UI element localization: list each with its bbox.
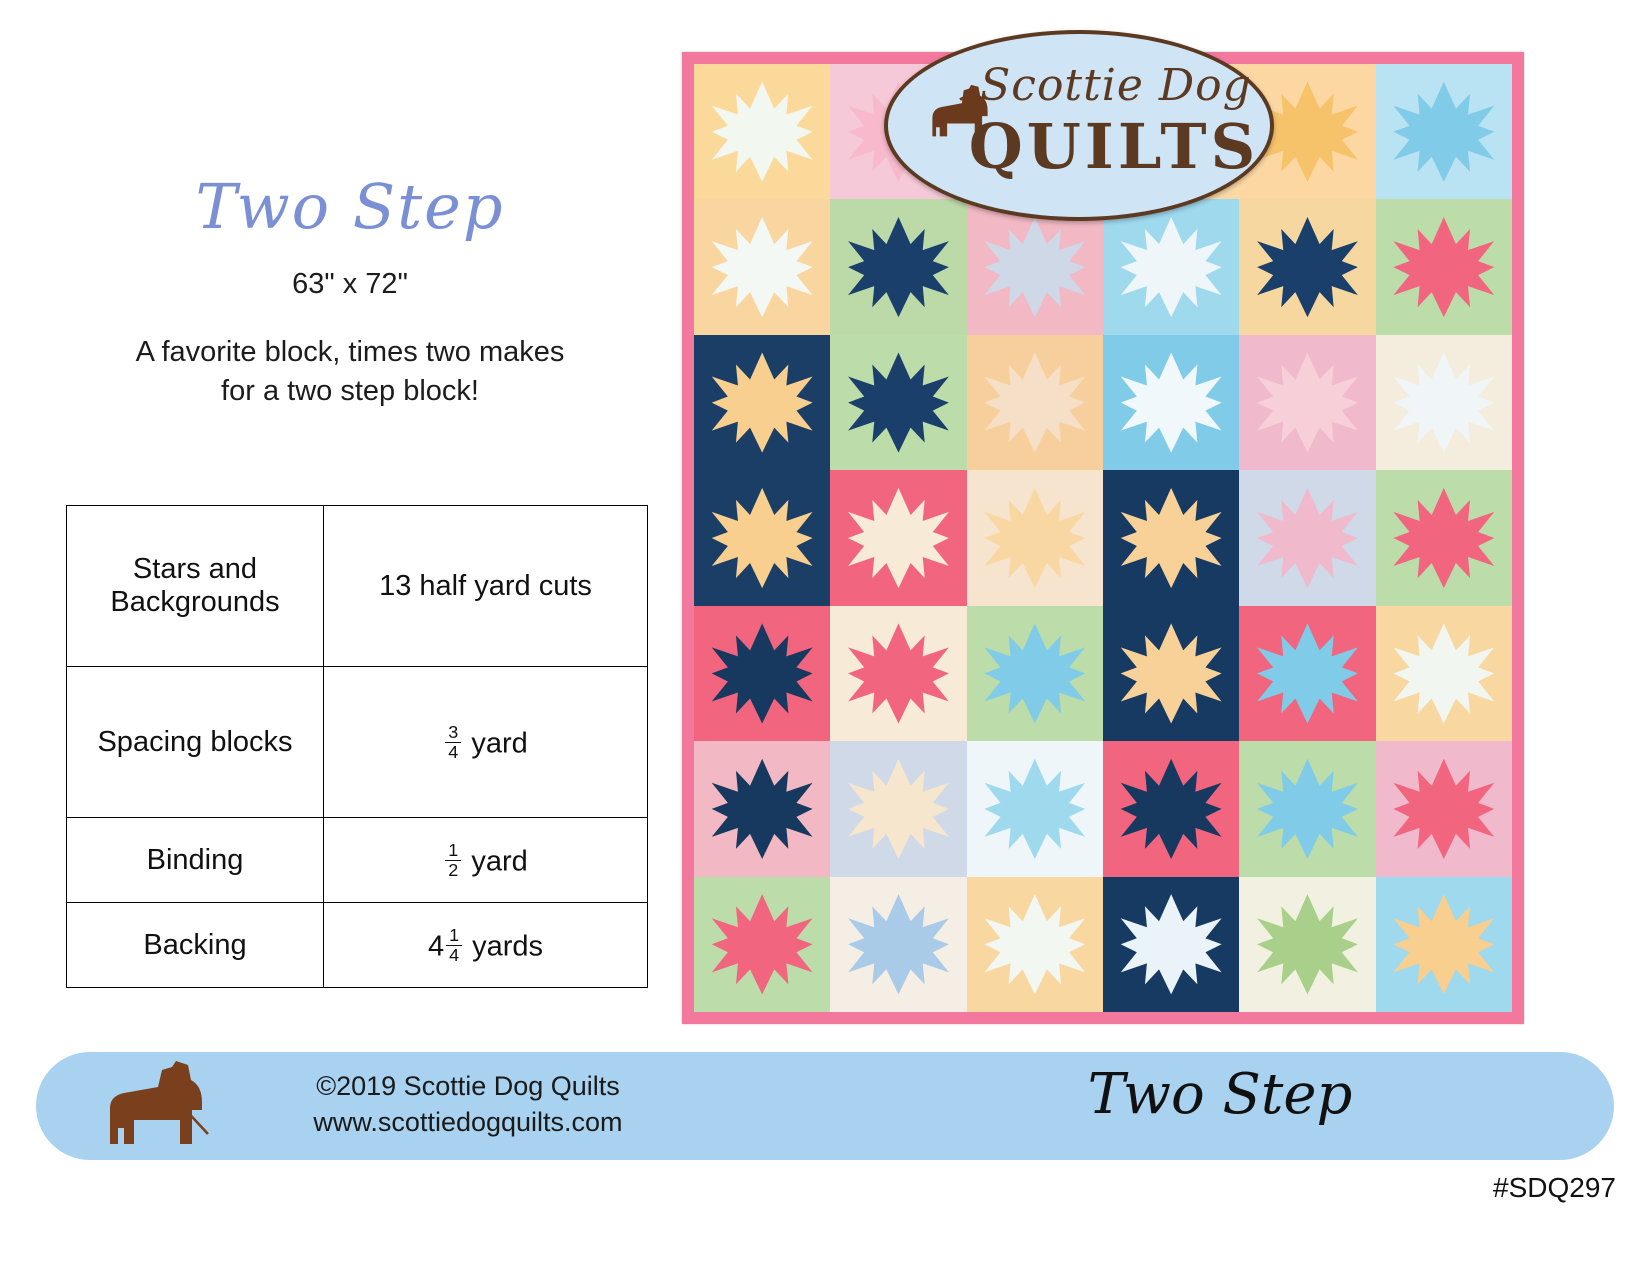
star-block-icon xyxy=(1393,759,1494,859)
star-block-icon xyxy=(1393,894,1494,994)
quilt-block xyxy=(694,606,830,741)
quilt-block xyxy=(1103,199,1239,334)
quilt-block xyxy=(1376,335,1512,470)
star-block-icon xyxy=(712,894,813,994)
star-block-icon xyxy=(1393,623,1494,723)
quilt-block xyxy=(1239,470,1375,605)
table-cell-label: Spacing blocks xyxy=(67,667,324,818)
star-block-icon xyxy=(1257,352,1358,452)
quilt-block xyxy=(694,877,830,1012)
star-block-icon xyxy=(1393,217,1494,317)
footer-copyright xyxy=(258,1068,678,1140)
star-block-icon xyxy=(984,623,1085,723)
pattern-number: #SDQ297 xyxy=(1493,1172,1616,1203)
logo-line-2: QUILTS xyxy=(968,110,1260,183)
quilt-block xyxy=(694,335,830,470)
quilt-block xyxy=(967,606,1103,741)
quilt-block xyxy=(1376,877,1512,1012)
star-block-icon xyxy=(848,217,949,317)
footer-pattern-title: Two Step xyxy=(1087,1062,1353,1127)
star-block-icon xyxy=(1257,759,1358,859)
star-block-icon xyxy=(1121,623,1222,723)
star-block-icon xyxy=(1257,488,1358,588)
star-block-icon xyxy=(1257,894,1358,994)
table-row xyxy=(67,506,648,667)
quilt-block xyxy=(1103,877,1239,1012)
star-block-icon xyxy=(1121,488,1222,588)
quilt-block xyxy=(830,470,966,605)
quilt-size: 63" x 72" xyxy=(292,268,408,300)
whole-number: 4 xyxy=(427,930,445,963)
star-block-icon xyxy=(848,623,949,723)
quilt-block xyxy=(830,606,966,741)
quilt-block xyxy=(967,877,1103,1012)
table-cell-value: 13 half yard cuts xyxy=(324,506,648,667)
label-line-1: Stars and xyxy=(132,553,258,585)
quilt-block xyxy=(694,199,830,334)
star-block-icon xyxy=(1121,759,1222,859)
unit-label: yard xyxy=(471,845,528,878)
quilt-block xyxy=(1239,741,1375,876)
quilt-photo xyxy=(682,52,1524,1024)
quilt-block xyxy=(1239,606,1375,741)
table-cell-value xyxy=(324,667,648,818)
table-row xyxy=(67,667,648,818)
logo-line-1: Scottie Dog xyxy=(980,60,1252,111)
star-block-icon xyxy=(984,352,1085,452)
star-block-icon xyxy=(712,623,813,723)
quilt-block xyxy=(1376,64,1512,199)
quilt-block xyxy=(967,335,1103,470)
star-block-icon xyxy=(848,352,949,452)
table-cell-label: Backing xyxy=(67,903,324,988)
table-row xyxy=(67,903,648,988)
quilt-block xyxy=(694,741,830,876)
quilt-block xyxy=(830,335,966,470)
quilt-block xyxy=(694,470,830,605)
star-block-icon xyxy=(848,894,949,994)
table-cell-value xyxy=(324,903,648,988)
fraction: $\frac{1}{2}$ xyxy=(445,841,461,879)
table-cell-label xyxy=(67,506,324,667)
quilt-block xyxy=(1239,199,1375,334)
quilt-block xyxy=(830,199,966,334)
quilt-block xyxy=(967,470,1103,605)
star-block-icon xyxy=(1257,217,1358,317)
quilt-block xyxy=(1103,470,1239,605)
star-block-icon xyxy=(1121,217,1222,317)
table-cell-value xyxy=(324,818,648,903)
unit-label: yards xyxy=(472,930,544,963)
star-block-icon xyxy=(984,894,1085,994)
unit-label: yard xyxy=(471,727,528,760)
star-block-icon xyxy=(712,759,813,859)
star-block-icon xyxy=(1257,623,1358,723)
star-block-icon xyxy=(1393,488,1494,588)
table-cell-label: Binding xyxy=(67,818,324,903)
description-line-1: A favorite block, times two makes xyxy=(135,336,565,368)
star-block-icon xyxy=(1121,352,1222,452)
star-block-icon xyxy=(848,488,949,588)
quilt-block xyxy=(1103,606,1239,741)
quilt-block xyxy=(967,741,1103,876)
quilt-block xyxy=(1239,335,1375,470)
star-block-icon xyxy=(984,488,1085,588)
brand-logo xyxy=(884,30,1274,221)
scottie-dog-icon xyxy=(96,1055,226,1157)
table-row xyxy=(67,818,648,903)
fraction: $\frac{1}{4}$ xyxy=(446,926,462,964)
info-panel xyxy=(0,0,700,1040)
description-line-2: for a two step block! xyxy=(221,375,479,408)
quilt-block xyxy=(1103,741,1239,876)
label-line-2: Backgrounds xyxy=(110,586,280,618)
fraction: $\frac{3}{4}$ xyxy=(445,723,461,761)
star-block-icon xyxy=(984,759,1085,859)
star-block-icon xyxy=(712,217,813,317)
page-title: Two Step xyxy=(195,170,505,243)
star-block-icon xyxy=(1393,352,1494,452)
star-block-icon xyxy=(712,488,813,588)
star-block-icon xyxy=(1121,894,1222,994)
website-line[interactable]: www.scottiedogquilts.com xyxy=(313,1107,623,1138)
pattern-description xyxy=(90,333,610,411)
quilt-block xyxy=(1103,335,1239,470)
star-block-icon xyxy=(712,352,813,452)
quilt-block xyxy=(1239,877,1375,1012)
copyright-line: ©2019 Scottie Dog Quilts xyxy=(316,1071,620,1101)
quilt-block xyxy=(1376,199,1512,334)
quilt-block xyxy=(694,64,830,199)
quilt-block xyxy=(830,877,966,1012)
quilt-block xyxy=(1376,470,1512,605)
star-block-icon xyxy=(712,82,813,182)
quilt-block xyxy=(1376,606,1512,741)
quilt-block xyxy=(830,741,966,876)
star-block-icon xyxy=(984,217,1085,317)
quilt-block xyxy=(1376,741,1512,876)
star-block-icon xyxy=(1393,82,1494,182)
star-block-icon xyxy=(848,759,949,859)
materials-table xyxy=(66,505,648,988)
